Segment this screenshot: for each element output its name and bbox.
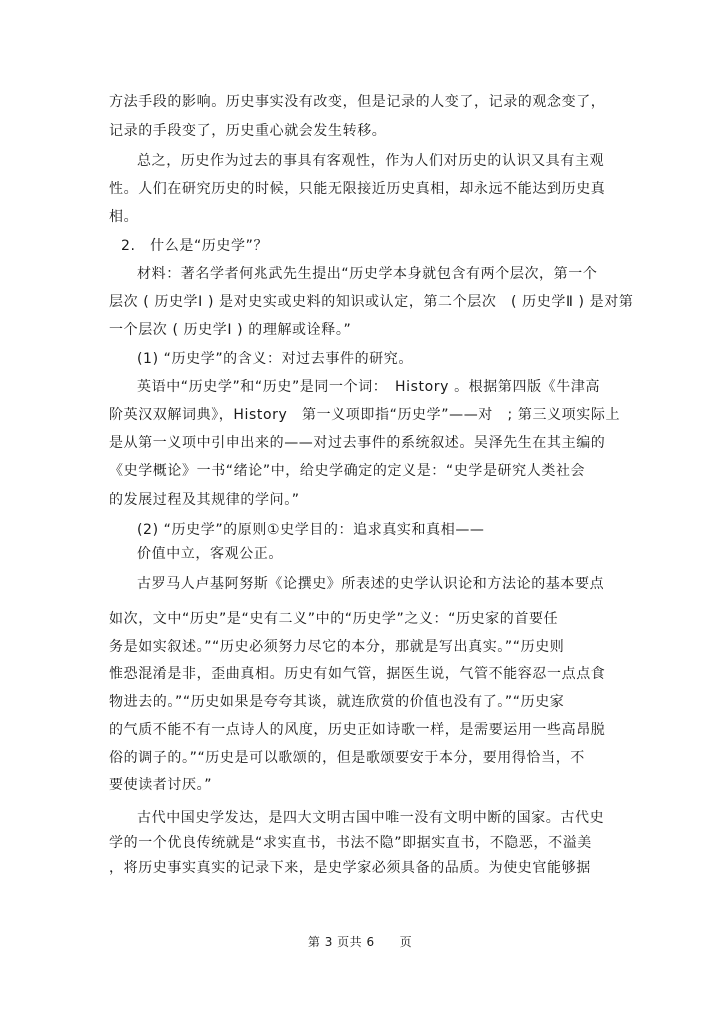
text-line: ，将历史事实真实的记录下来，是史学家必须具备的品质。为使史官能够据	[109, 860, 591, 876]
text-line: 如次，文中“历史”是“史有二义”中的“历史学”之义：“历史家的首要任	[109, 611, 559, 627]
text-line: 层次 ( 历史学Ⅰ ) 是对史实或史料的知识或认定，第二个层次 ( 历史学Ⅱ ) 是对第	[109, 294, 634, 310]
text-line: 英语中“历史学”和“历史”是同一个词： History 。根据第四版《牛津高	[137, 379, 601, 395]
text-line: 古罗马人卢基阿努斯《论撰史》所表述的史学认识论和方法论的基本要点	[137, 576, 605, 592]
text-line: 物进去的。”“历史如果是夸夸其谈，就连欣赏的价值也没有了。”“历史家	[109, 694, 565, 710]
text-line: 相。	[109, 209, 139, 225]
text-line: 务是如实叙述。”“历史必须努力尽它的本分，那就是写出真实。”“历史则	[109, 639, 565, 655]
text-line: 方法手段的影响。历史事实没有改变，但是记录的人变了，记录的观念变了，	[109, 94, 606, 110]
text-line: 学的一个优良传统就是“求实直书，书法不隐”即据实直书，不隐恶，不溢美	[109, 835, 592, 851]
text-line: 俗的调子的。”“历史是可以歌颂的，但是歌颂要安于本分，要用得恰当，不	[109, 750, 585, 766]
text-line: 阶英汉双解词典》，History 第一义项即指“历史学”——对 ; 第三义项实际上	[109, 407, 621, 423]
subsection-heading: (1) “历史学”的含义：对过去事件的研究。	[137, 351, 413, 367]
text-line: 总之，历史作为过去的事具有客观性，作为人们对历史的认识又具有主观	[137, 153, 605, 169]
text-line: 《史学概论》一书“绪论”中，给史学确定的定义是：“史学是研究人类社会	[109, 463, 586, 479]
section-heading: 2. 什么是“历史学”？	[121, 238, 269, 254]
text-line: 记录的手段变了，历史重心就会发生转移。	[109, 123, 387, 139]
text-line: 一个层次 ( 历史学Ⅰ ) 的理解或诠释。”	[109, 322, 352, 338]
text-line: 材料：著名学者何兆武先生提出“历史学本身就包含有两个层次，第一个	[137, 266, 598, 282]
text-line: 古代中国史学发达，是四大文明古国中唯一没有文明中断的国家。古代史	[137, 810, 605, 826]
text-line: 价值中立，客观公正。	[137, 546, 283, 562]
text-line: 要使读者讨厌。”	[109, 777, 213, 793]
subsection-heading: (2) “历史学”的原则①史学目的：追求真实和真相——	[137, 522, 485, 538]
page-footer: 第 3 页共 6 页	[307, 935, 413, 949]
text-line: 的气质不能不有一点诗人的风度，历史正如诗歌一样，是需要运用一些高昂脱	[109, 722, 606, 738]
text-line: 的发展过程及其规律的学问。”	[109, 492, 300, 508]
text-line: 是从第一义项中引申出来的——对过去事件的系统叙述。吴泽先生在其主编的	[109, 435, 606, 451]
text-line: 惟恐混淆是非，歪曲真相。历史有如气管，据医生说，气管不能容忍一点点食	[109, 666, 606, 682]
text-line: 性。人们在研究历史的时候，只能无限接近历史真相，却永远不能达到历史真	[109, 181, 606, 197]
